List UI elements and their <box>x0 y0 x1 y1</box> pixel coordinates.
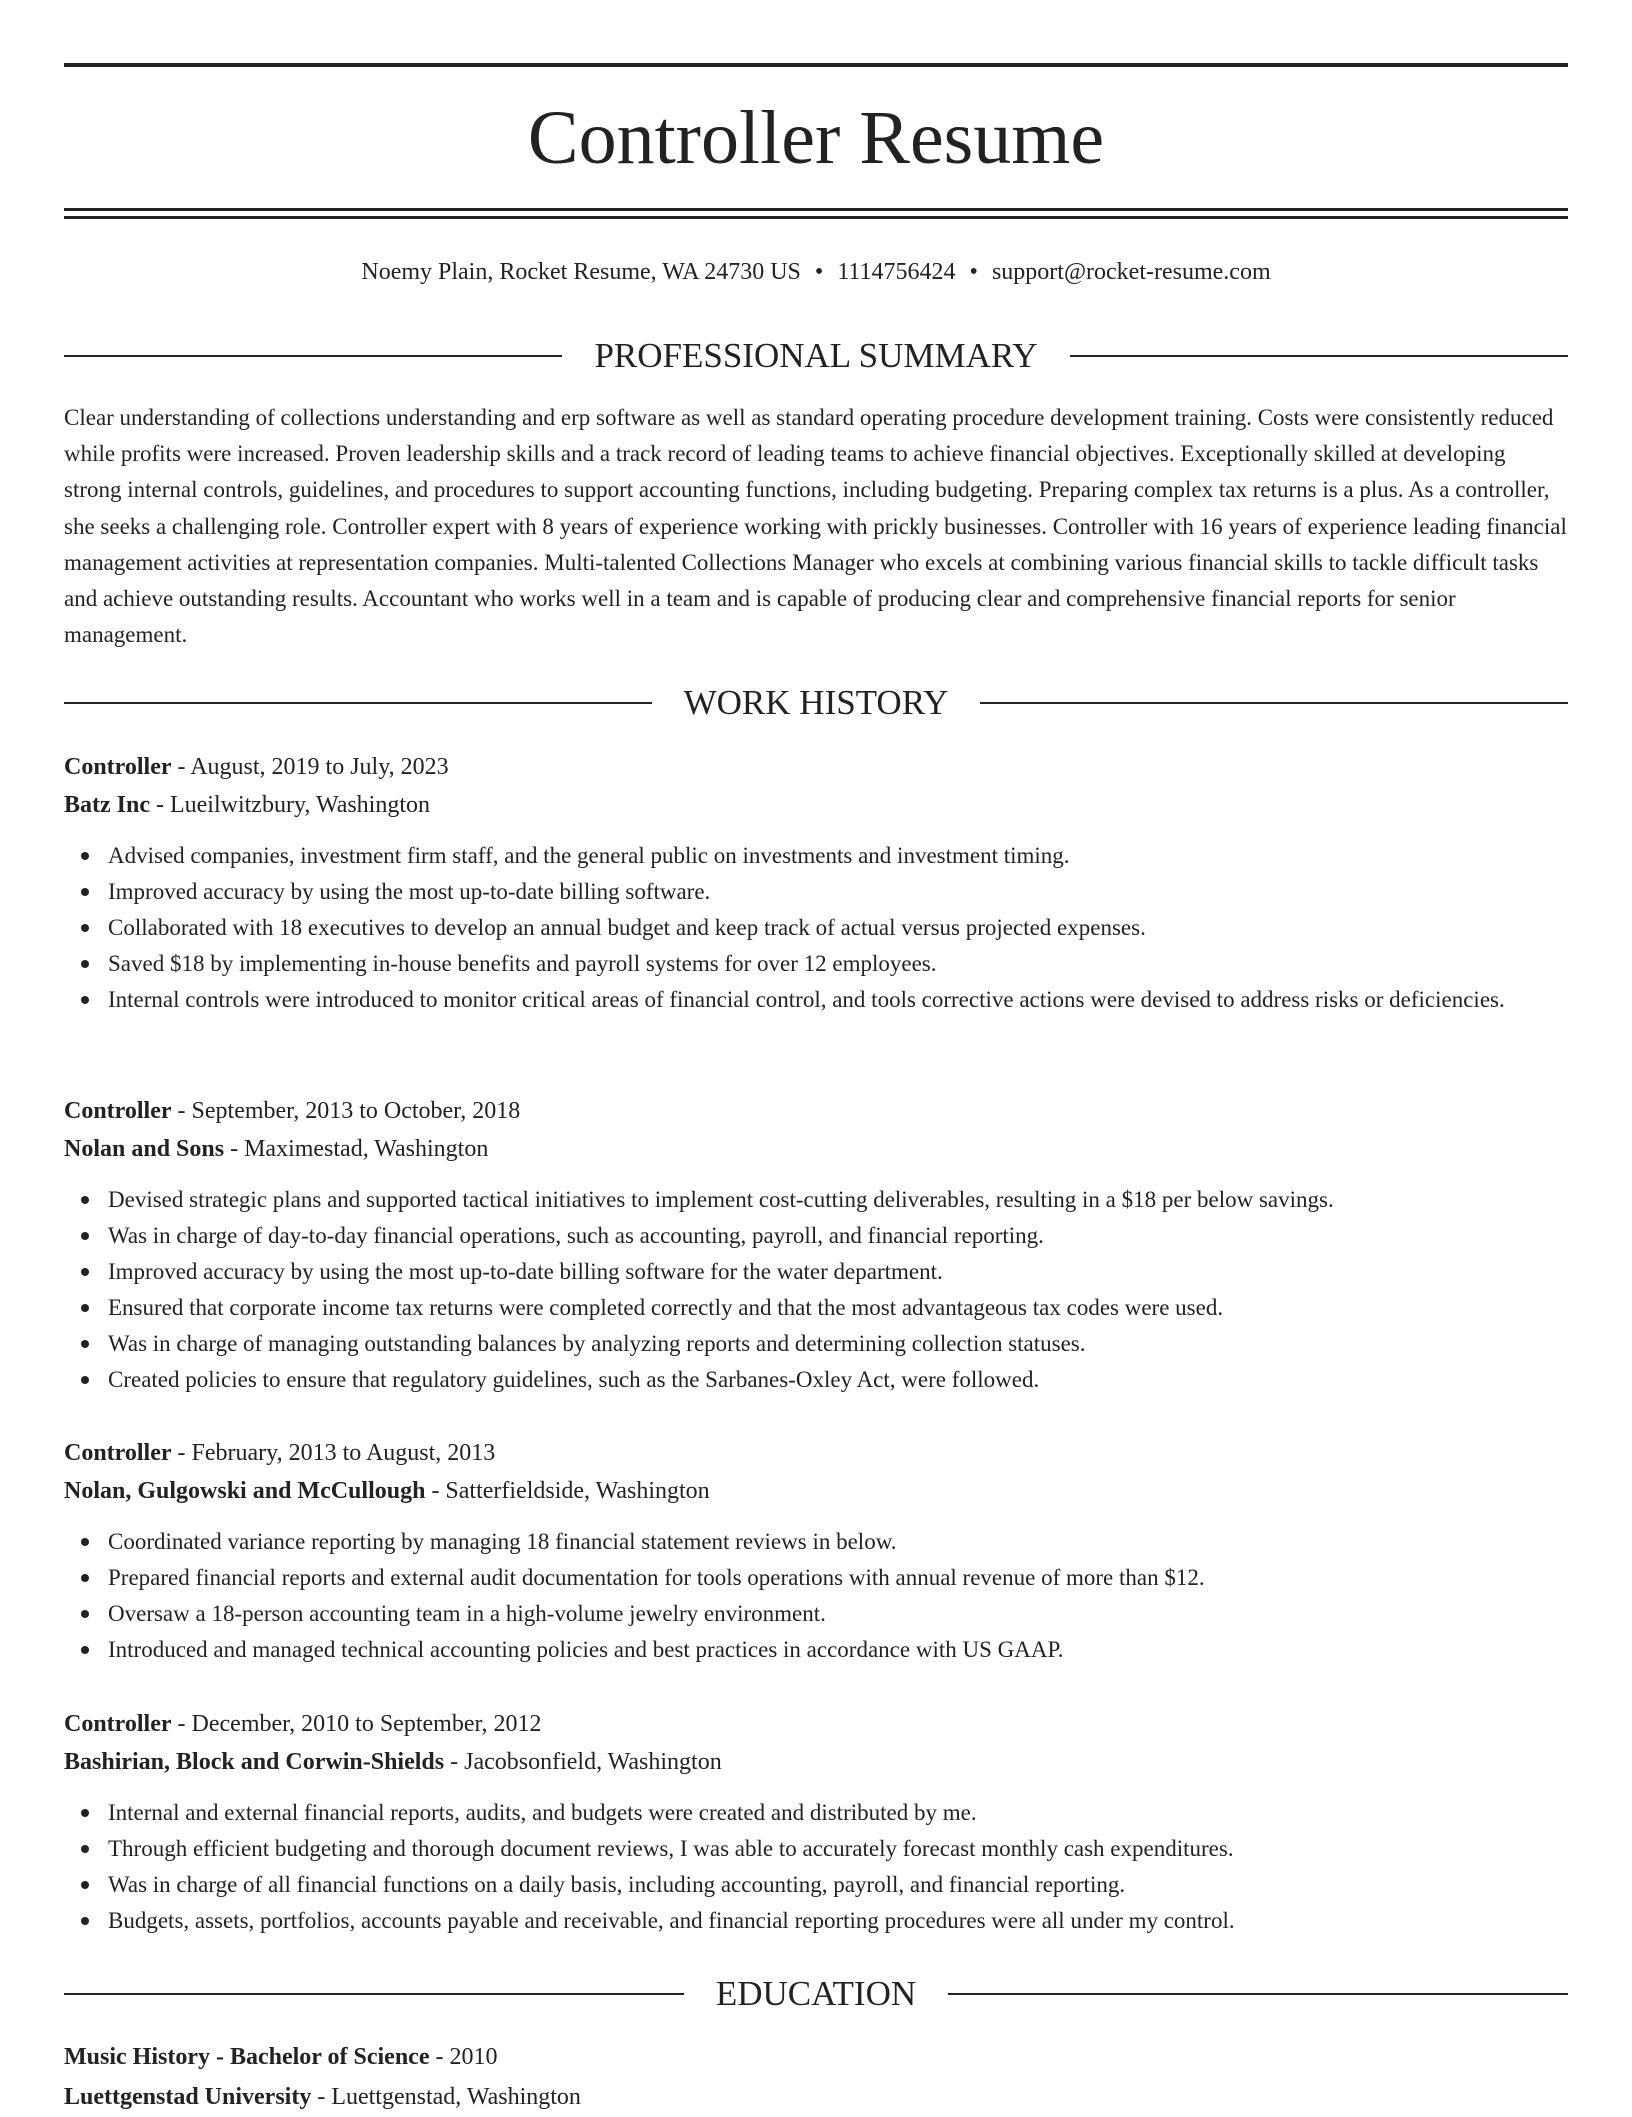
job-bullet: Through efficient budgeting and thorough document reviews, I was able to accurately forecast monthly cash expenditures. <box>108 1831 1568 1867</box>
title-rule-upper <box>64 208 1568 211</box>
section-header-education <box>64 1972 1568 2016</box>
section-divider <box>64 1993 684 1995</box>
section-title-work: WORK HISTORY <box>683 683 949 722</box>
job-bullet: Internal controls were introduced to monitor critical areas of financial control, and tools corrective actions were devised to address risks or deficiencies. <box>108 982 1568 1018</box>
job-title-row <box>64 748 1568 786</box>
section-divider <box>64 355 562 357</box>
job-company-row <box>64 1743 1568 1781</box>
education-degree: Music History - Bachelor of Science <box>64 2044 430 2070</box>
section-header-summary <box>64 334 1568 378</box>
contact-email: support@rocket-resume.com <box>991 259 1271 285</box>
job-company-row <box>64 1130 1568 1168</box>
job-bullet: Devised strategic plans and supported tactical initiatives to implement cost-cutting deliverables, resulting in a $18 per below savings. <box>108 1182 1568 1218</box>
job-entry <box>64 1705 1568 1939</box>
section-title-summary: PROFESSIONAL SUMMARY <box>594 336 1038 375</box>
job-company: Batz Inc <box>64 792 150 818</box>
page-title: Controller Resume <box>527 96 1105 180</box>
education-location: - Luettgenstad, Washington <box>311 2084 581 2110</box>
section-divider <box>980 702 1568 704</box>
education-degree-row <box>64 2037 1568 2077</box>
job-bullets <box>64 1524 1568 1668</box>
job-bullet: Ensured that corporate income tax returns were completed correctly and that the most advantageous tax codes were used. <box>108 1290 1568 1326</box>
job-dates: - September, 2013 to October, 2018 <box>171 1098 521 1124</box>
job-dates: - February, 2013 to August, 2013 <box>171 1440 496 1466</box>
job-title: Controller <box>64 1098 172 1124</box>
job-bullet: Improved accuracy by using the most up-to-date billing software for the water department. <box>108 1254 1568 1290</box>
job-bullet: Created policies to ensure that regulatory guidelines, such as the Sarbanes-Oxley Act, were followed. <box>108 1362 1568 1398</box>
job-location: - Jacobsonfield, Washington <box>444 1749 722 1775</box>
education-school: Luettgenstad University <box>64 2084 312 2110</box>
job-bullet: Improved accuracy by using the most up-to-date billing software. <box>108 874 1568 910</box>
job-bullet: Was in charge of all financial functions on a daily basis, including accounting, payroll, and financial reporting. <box>108 1867 1568 1903</box>
job-title: Controller <box>64 754 172 780</box>
job-bullet: Coordinated variance reporting by managing 18 financial statement reviews in below. <box>108 1524 1568 1560</box>
contact-separator: • <box>814 259 824 285</box>
section-divider <box>1070 355 1568 357</box>
job-company-row <box>64 786 1568 824</box>
job-dates: - August, 2019 to July, 2023 <box>171 754 449 780</box>
job-bullet: Was in charge of managing outstanding balances by analyzing reports and determining collection statuses. <box>108 1326 1568 1362</box>
title-rule-lower <box>64 216 1568 219</box>
job-bullets <box>64 1795 1568 1939</box>
job-company-row <box>64 1472 1568 1510</box>
education-year: - 2010 <box>429 2044 498 2070</box>
job-title-row <box>64 1705 1568 1743</box>
job-title-row <box>64 1092 1568 1130</box>
job-bullet: Introduced and managed technical accounting policies and best practices in accordance with US GAAP. <box>108 1632 1568 1668</box>
job-location: - Lueilwitzbury, Washington <box>150 792 431 818</box>
job-bullets <box>64 1182 1568 1398</box>
section-title-education: EDUCATION <box>715 1974 917 2013</box>
job-entry <box>64 748 1568 1018</box>
job-location: - Maximestad, Washington <box>224 1136 489 1162</box>
contact-line <box>64 254 1568 290</box>
job-company: Bashirian, Block and Corwin-Shields <box>64 1749 445 1775</box>
job-bullet: Budgets, assets, portfolios, accounts payable and receivable, and financial reporting procedures were all under my control. <box>108 1903 1568 1939</box>
education-entry <box>64 2037 1568 2117</box>
job-bullet: Prepared financial reports and external audit documentation for tools operations with annual revenue of more than $12. <box>108 1560 1568 1596</box>
job-title: Controller <box>64 1711 172 1737</box>
job-bullets <box>64 838 1568 1018</box>
job-bullet: Oversaw a 18-person accounting team in a high-volume jewelry environment. <box>108 1596 1568 1632</box>
contact-address: Noemy Plain, Rocket Resume, WA 24730 US <box>361 259 801 285</box>
job-location: - Satterfieldside, Washington <box>425 1478 710 1504</box>
section-header-work <box>64 681 1568 725</box>
summary-text: Clear understanding of collections understanding and erp software as well as standard operating procedure development training. Costs were consistently reduced while profits were increased. Proven leadership skills and a track record of leading teams to achieve financial objectives. Exceptionally skilled at developing strong internal controls, guidelines, and procedures to support accounting functions, including budgeting. Preparing complex tax returns is a plus. As a controller, she seeks a challenging role. Controller expert with 8 years of experience working with prickly businesses. Controller with 16 years of experience leading financial management activities at representation companies. Multi-talented Collections Manager who excels at combining various financial skills to tackle difficult tasks and achieve outstanding results. Accountant who works well in a team and is capable of producing clear and comprehensive financial reports for senior management. <box>64 405 1567 648</box>
top-rule <box>64 63 1568 67</box>
job-bullet: Collaborated with 18 executives to develop an annual budget and keep track of actual versus projected expenses. <box>108 910 1568 946</box>
job-bullet: Saved $18 by implementing in-house benefits and payroll systems for over 12 employees. <box>108 946 1568 982</box>
job-company: Nolan, Gulgowski and McCullough <box>64 1478 426 1504</box>
job-dates: - December, 2010 to September, 2012 <box>171 1711 542 1737</box>
job-bullet: Internal and external financial reports, audits, and budgets were created and distributed by me. <box>108 1795 1568 1831</box>
job-bullet: Was in charge of day-to-day financial operations, such as accounting, payroll, and financial reporting. <box>108 1218 1568 1254</box>
job-company: Nolan and Sons <box>64 1136 225 1162</box>
section-divider <box>948 1993 1568 1995</box>
education-school-row <box>64 2077 1568 2117</box>
job-entry <box>64 1092 1568 1398</box>
contact-phone: 1114756424 <box>837 259 956 285</box>
job-title-row <box>64 1434 1568 1472</box>
job-title: Controller <box>64 1440 172 1466</box>
section-divider <box>64 702 652 704</box>
contact-separator: • <box>969 259 978 285</box>
job-entry <box>64 1434 1568 1668</box>
job-bullet: Advised companies, investment firm staff, and the general public on investments and investment timing. <box>108 838 1568 874</box>
